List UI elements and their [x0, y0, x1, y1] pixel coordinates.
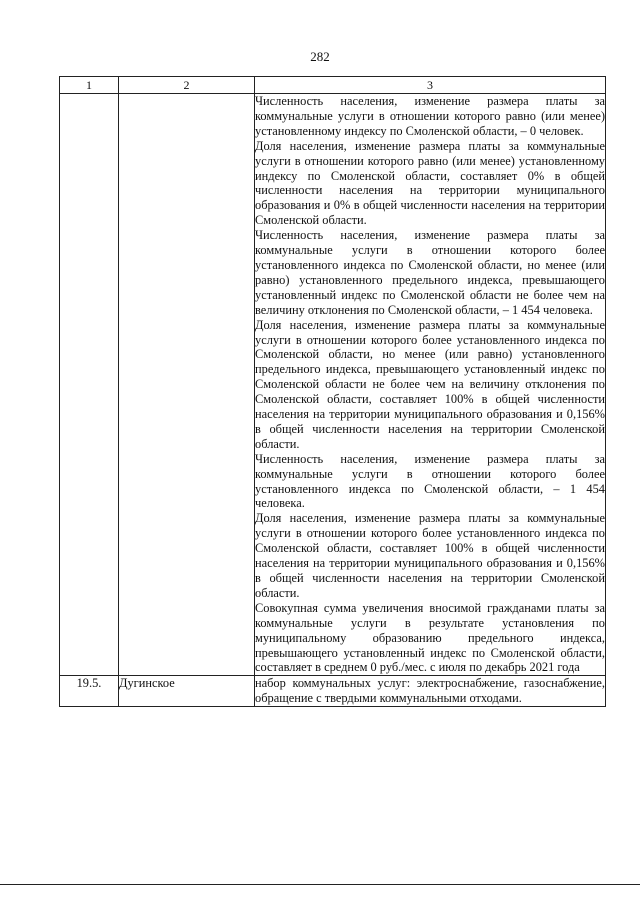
bottom-rule	[0, 884, 640, 885]
paragraph: Доля населения, изменение размера платы за коммунальные услуги в отношении которого более установленного индекса по Смоленской области, составляет 100% в общей численности населения на территории муниципального образования и 0,156% в общей численности населения на территории Смоленской области.	[255, 511, 605, 600]
page-number: 282	[310, 49, 330, 64]
municipality-name: Дугинское	[119, 676, 255, 707]
row-content	[255, 94, 606, 676]
row-number: 19.5.	[60, 676, 119, 707]
paragraph: Численность населения, изменение размера платы за коммунальные услуги в отношении которого более установленного индекса по Смоленской области, но менее (или равно) установленного предельного индекса, превышающего установленный индекс по Смоленской области не более чем на величину отклонения по Смоленской области, – 1 454 человека.	[255, 228, 605, 317]
header-col-3: 3	[255, 77, 606, 94]
row-content	[255, 676, 606, 707]
table-row	[60, 676, 606, 707]
header-col-2: 2	[119, 77, 255, 94]
paragraph: Доля населения, изменение размера платы за коммунальные услуги в отношении которого равно (или менее) установленному индексу по Смоленской области, составляет 0% в общей численности населения на территории муниципального образования и 0% в общей численности населения на территории Смоленской области.	[255, 138, 605, 228]
municipality-name	[119, 94, 255, 676]
row-number	[60, 94, 119, 676]
paragraph: Численность населения, изменение размера платы за коммунальные услуги в отношении которого более установленного индекса по Смоленской области, – 1 454 человека.	[255, 451, 605, 511]
paragraph: Доля населения, изменение размера платы за коммунальные услуги в отношении которого более установленного индекса по Смоленской области, но менее (или равно) установленного предельного индекса, превышающего установленный индекс по Смоленской области не более чем на величину отклонения по Смоленской области, составляет 100% в общей численности населения на территории муниципального образования и 0,156% в общей численности населения на территории Смоленской области.	[255, 317, 605, 451]
header-col-1: 1	[60, 77, 119, 94]
table-header-row	[60, 77, 606, 94]
municipal-table	[59, 76, 606, 707]
table-row	[60, 94, 606, 676]
paragraph: Совокупная сумма увеличения вносимой гражданами платы за коммунальные услуги в результате установления по муниципальному образованию предельного индекса, превышающего установленный индекс по Смоленской области, составляет в среднем 0 руб./мес. с июля по декабрь 2021 года	[255, 600, 605, 675]
paragraph: Численность населения, изменение размера платы за коммунальные услуги в отношении которого равно (или менее) установленному индексу по Смоленской области, – 0 человек.	[255, 94, 605, 138]
paragraph: набор коммунальных услуг: электроснабжение, газоснабжение, обращение с твердыми коммунальными отходами.	[255, 676, 605, 706]
